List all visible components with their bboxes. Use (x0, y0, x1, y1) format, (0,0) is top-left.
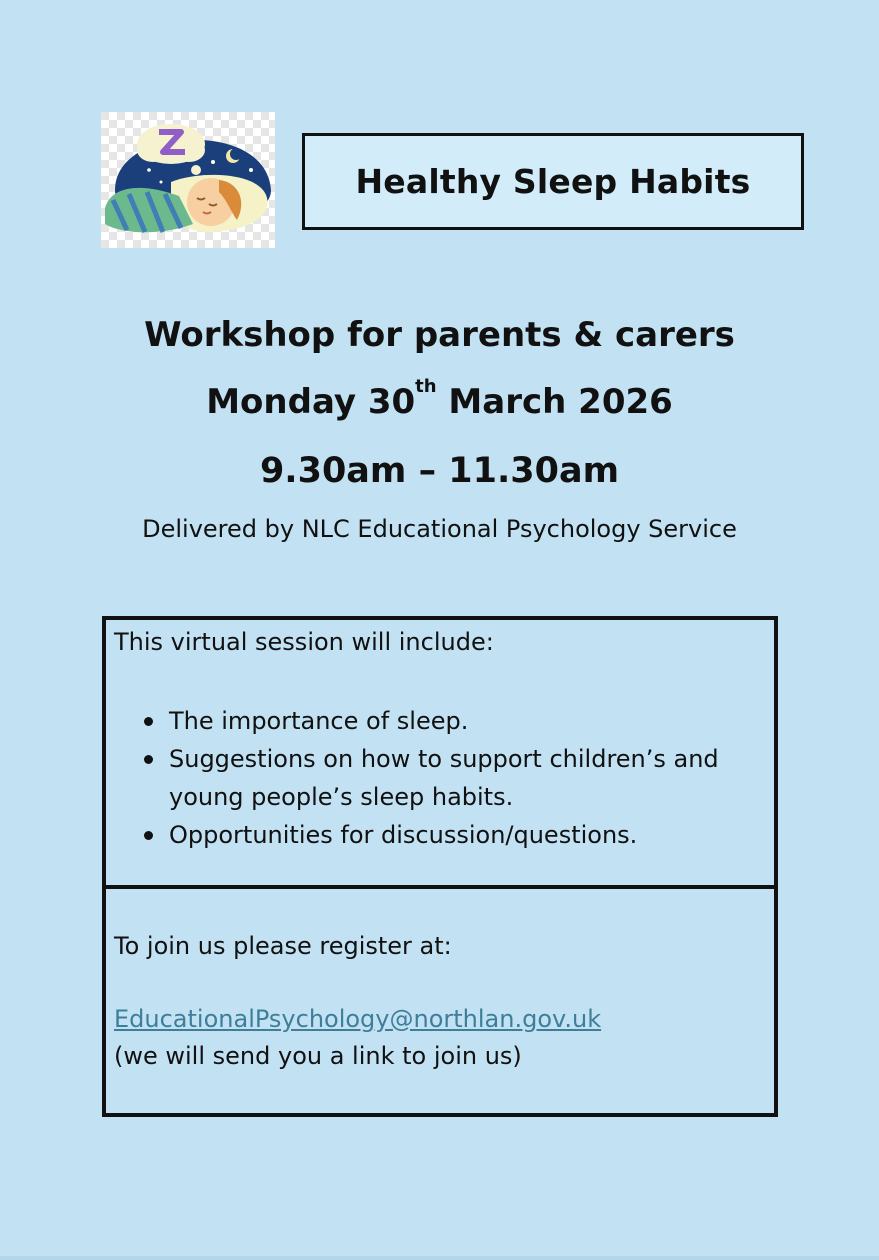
list-item-text: Suggestions on how to support children’s and young people’s sleep habits. (169, 745, 719, 811)
date-rest: March 2026 (436, 382, 673, 422)
flyer-title: Healthy Sleep Habits (355, 162, 751, 201)
date-heading (0, 376, 879, 422)
list-item-text: The importance of sleep. (169, 707, 469, 735)
bullet-icon (144, 831, 153, 840)
register-note: (we will send you a link to join us) (114, 1042, 522, 1070)
date-ordinal-suffix: th (415, 376, 437, 397)
info-box (102, 616, 778, 1117)
sleeping-child-icon (101, 112, 275, 248)
date-main: Monday 30 (206, 382, 416, 422)
time-heading: 9.30am – 11.30am (259, 451, 620, 491)
list-item-text: Opportunities for discussion/questions. (169, 821, 638, 849)
section-divider (106, 885, 774, 889)
bullet-icon (144, 755, 153, 764)
page-bottom-edge (0, 1256, 879, 1260)
session-list (106, 702, 766, 854)
bullet-icon (144, 717, 153, 726)
title-box (302, 133, 804, 230)
delivered-by: Delivered by NLC Educational Psychology Service (142, 515, 737, 543)
list-item (106, 816, 766, 854)
session-intro: This virtual session will include: (114, 628, 494, 656)
email-link[interactable]: EducationalPsychology@northlan.gov.uk (114, 1005, 602, 1033)
workshop-heading: Workshop for parents & carers (144, 315, 735, 355)
list-item (106, 740, 766, 816)
list-item (106, 702, 766, 740)
register-prompt: To join us please register at: (114, 932, 452, 960)
